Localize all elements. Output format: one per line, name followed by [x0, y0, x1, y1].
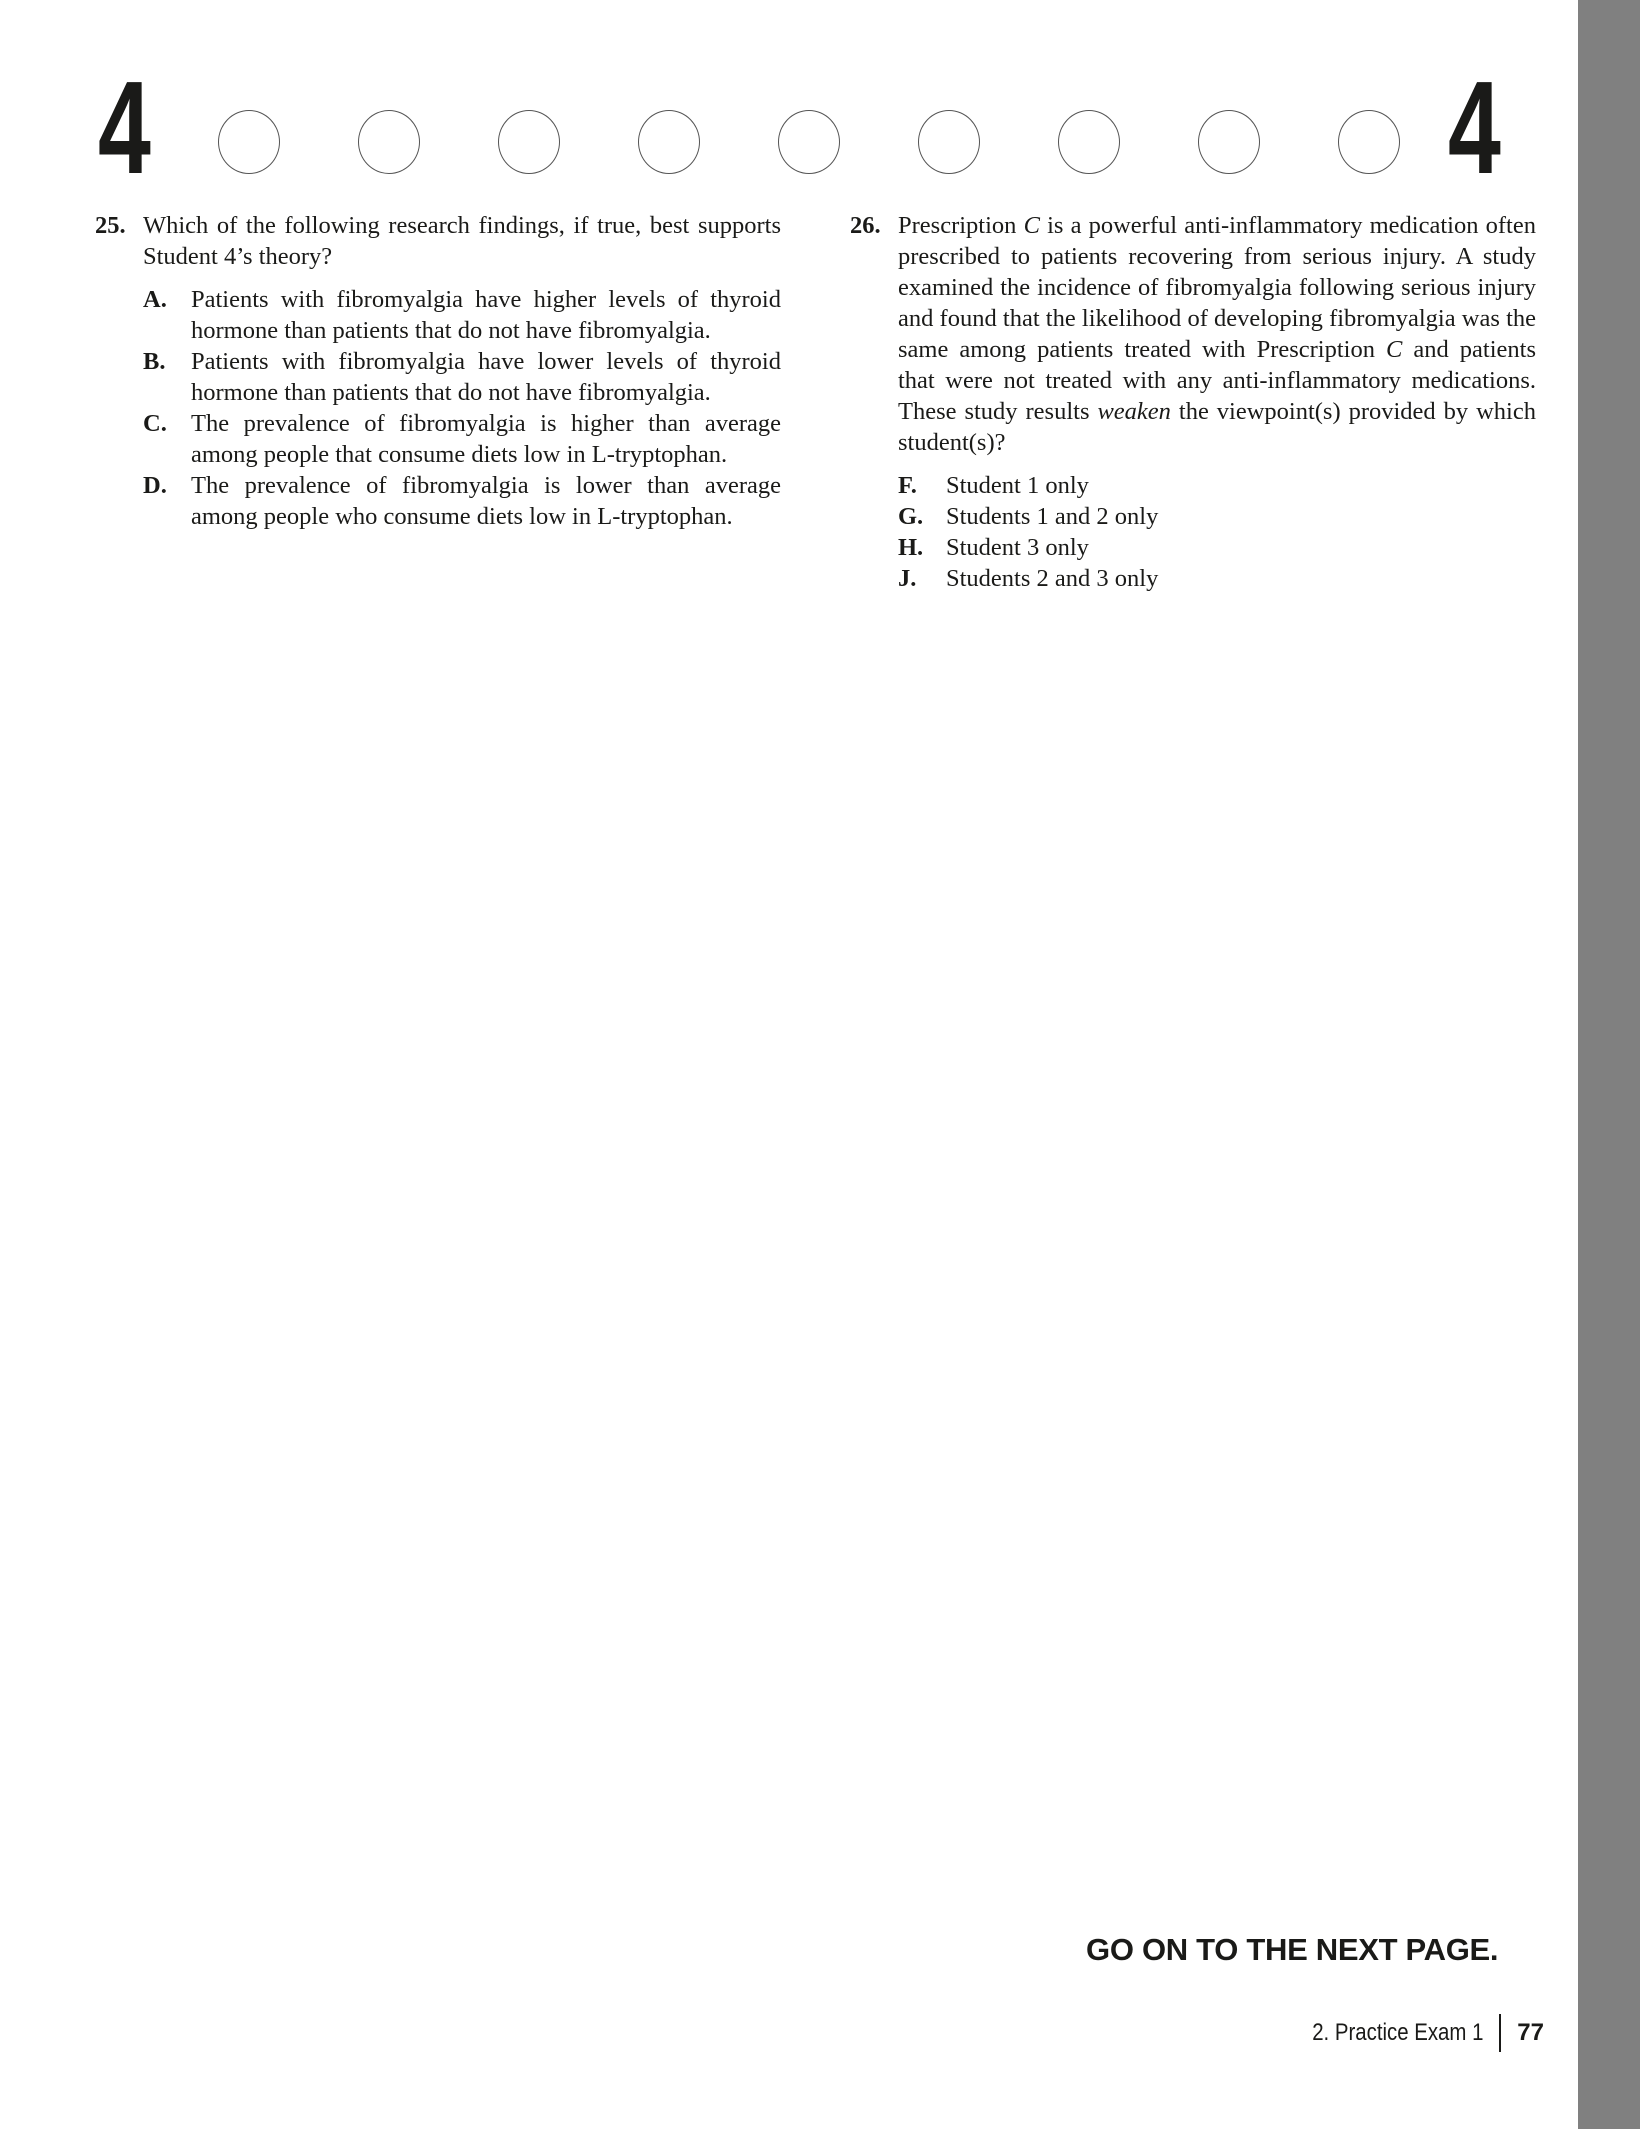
option-letter: D. [143, 472, 167, 499]
answer-option-b[interactable] [143, 346, 781, 408]
header-circle [358, 110, 420, 174]
header-circle [1198, 110, 1260, 174]
option-letter: G. [898, 503, 924, 530]
header-circle [218, 110, 280, 174]
answer-option-j[interactable] [898, 563, 1536, 594]
answer-option-c[interactable] [143, 408, 781, 470]
option-letter: C. [143, 410, 167, 437]
option-letter: F. [898, 472, 917, 499]
section-number-left: 4 [98, 54, 151, 201]
question-number: 26. [850, 212, 881, 239]
section-number-right: 4 [1448, 54, 1501, 201]
go-on-notice: GO ON TO THE NEXT PAGE. [1086, 1932, 1499, 1967]
answer-option-g[interactable] [898, 501, 1536, 532]
option-text: Patients with fibromyalgia have lower levels of thyroid hormone than patients that do not have fibromyalgia. [191, 348, 781, 406]
option-text: Patients with fibromyalgia have higher levels of thyroid hormone than patients that do not have fibromyalgia. [191, 286, 781, 344]
page-footer [1282, 2014, 1544, 2052]
question-stem: Prescription C is a powerful anti-inflammatory medication often prescribed to patients recovering from serious injury. A study examined the incidence of fibromyalgia following serious injury and found that the likelihood of developing fibromyalgia was the same among patients treated with Prescription C and patients that were not treated with any anti-inflammatory medications. These study results weaken the viewpoint(s) provided by which student(s)? [898, 212, 1536, 456]
option-text: The prevalence of fibromyalgia is higher than average among people that consume diets low in L-tryptophan. [191, 410, 781, 468]
answer-option-h[interactable] [898, 532, 1536, 563]
header-circle [778, 110, 840, 174]
option-text: Student 1 only [946, 472, 1089, 499]
question-26 [850, 210, 1536, 594]
footer-divider [1499, 2014, 1501, 2052]
option-text: Student 3 only [946, 534, 1089, 561]
answer-option-f[interactable] [898, 470, 1536, 501]
question-25 [95, 210, 781, 532]
page-number: 77 [1517, 2019, 1544, 2046]
option-text: The prevalence of fibromyalgia is lower than average among people who consume diets low in L-tryptophan. [191, 472, 781, 530]
option-letter: H. [898, 534, 924, 561]
option-text: Students 2 and 3 only [946, 565, 1159, 592]
answer-option-a[interactable] [143, 284, 781, 346]
option-letter: B. [143, 348, 166, 375]
option-letter: A. [143, 286, 167, 313]
question-number: 25. [95, 212, 126, 239]
answer-option-d[interactable] [143, 470, 781, 532]
header-circle [498, 110, 560, 174]
option-letter: J. [898, 565, 917, 592]
question-stem: Which of the following research findings, if true, best supports Student 4’s theory? [143, 212, 781, 270]
header-circle [918, 110, 980, 174]
header-circle [1338, 110, 1400, 174]
page-edge-tab [1578, 0, 1640, 2129]
option-text: Students 1 and 2 only [946, 503, 1159, 530]
header-circle [1058, 110, 1120, 174]
header-circle [638, 110, 700, 174]
section-label: 2. Practice Exam 1 [1312, 2019, 1484, 2046]
